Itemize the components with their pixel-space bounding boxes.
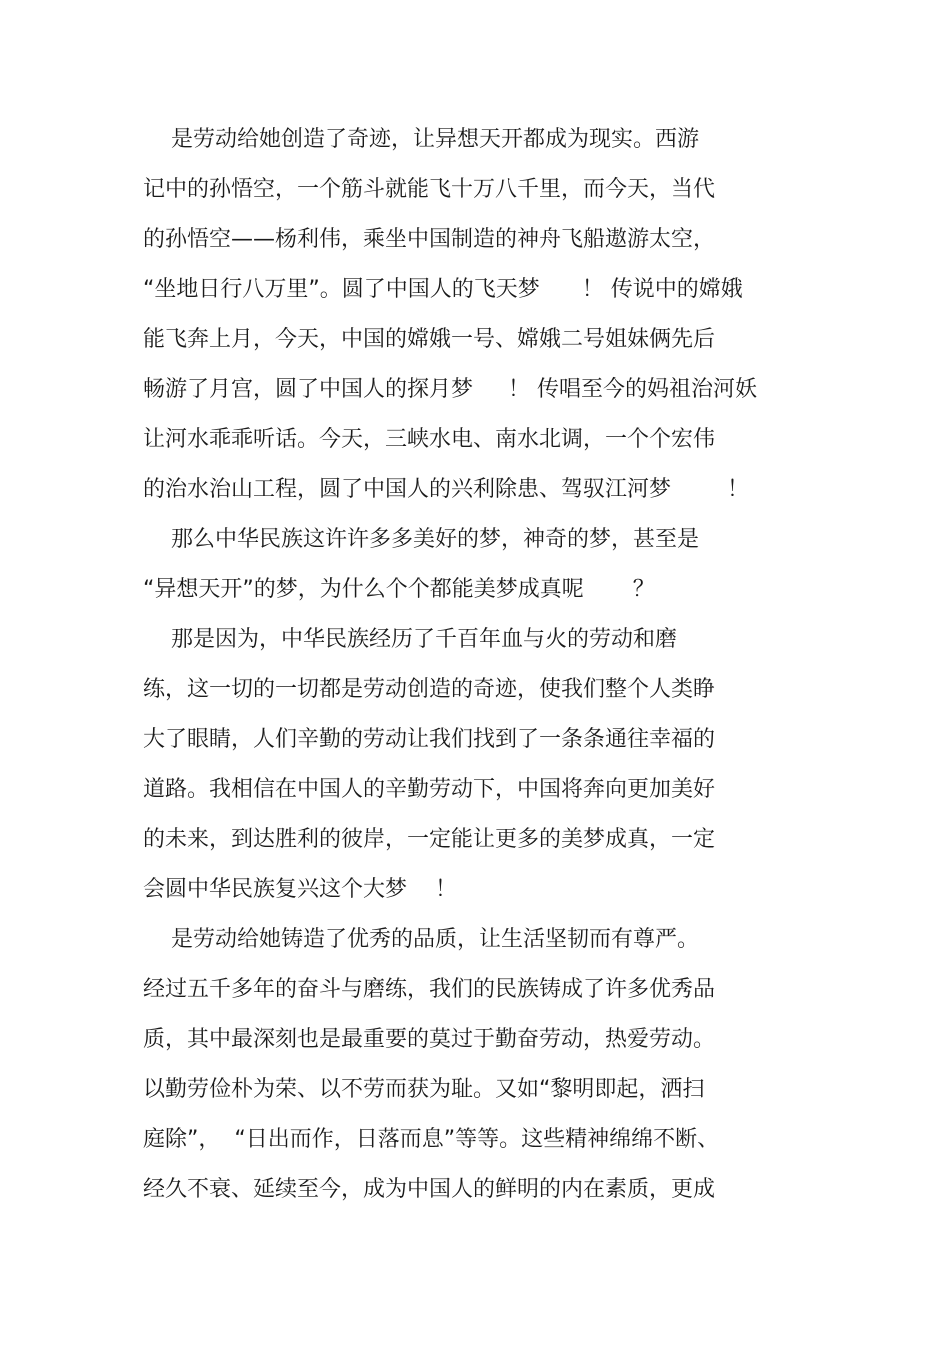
text-line: 是劳动给她创造了奇迹，让异想天开都成为现实。西游 — [143, 127, 699, 152]
text-line: 的孙悟空——杨利伟，乘坐中国制造的神舟飞船遨游太空， — [143, 227, 716, 252]
text-line: 的治水治山工程，圆了中国人的兴利除患、驾驭江河梦 ！ — [143, 477, 749, 502]
text-line: “坐地日行八万里”。圆了中国人的飞天梦 ！ 传说中的嫦娥 — [143, 277, 743, 302]
text-line: 大了眼睛，人们辛勤的劳动让我们找到了一条条通往幸福的 — [143, 727, 716, 752]
text-line: 会圆中华民族复兴这个大梦 ！ — [143, 877, 457, 902]
text-line: 那是因为，中华民族经历了千百年血与火的劳动和磨 — [143, 627, 677, 652]
text-line: 经久不衰、延续至今，成为中国人的鲜明的内在素质，更成 — [143, 1177, 716, 1202]
text-line: 练，这一切的一切都是劳动创造的奇迹，使我们整个人类睁 — [143, 677, 716, 702]
text-line: 畅游了月宫，圆了中国人的探月梦 ！ 传唱至今的妈祖治河妖 — [143, 377, 757, 402]
text-line: 的未来，到达胜利的彼岸，一定能让更多的美梦成真，一定 — [143, 827, 716, 852]
text-line: 质，其中最深刻也是最重要的莫过于勤奋劳动，热爱劳动。 — [143, 1027, 716, 1052]
text-line: 能飞奔上月，今天，中国的嫦娥一号、嫦娥二号姐妹俩先后 — [143, 327, 716, 352]
text-line: 以勤劳俭朴为荣、以不劳而获为耻。又如“黎明即起，洒扫 — [143, 1077, 705, 1102]
text-line: 是劳动给她铸造了优秀的品质，让生活坚韧而有尊严。 — [143, 927, 699, 952]
text-line: 那么中华民族这许许多多美好的梦，神奇的梦，甚至是 — [143, 527, 699, 552]
text-line: 道路。我相信在中国人的辛勤劳动下，中国将奔向更加美好 — [143, 777, 716, 802]
text-line: 庭除”， “日出而作，日落而息”等等。这些精神绵绵不断、 — [143, 1127, 720, 1152]
text-line: 经过五千多年的奋斗与磨练，我们的民族铸成了许多优秀品 — [143, 977, 716, 1002]
text-line: “异想天开”的梦，为什么个个都能美梦成真呢 ？ — [143, 577, 655, 602]
text-line: 让河水乖乖听话。今天，三峡水电、南水北调，一个个宏伟 — [143, 427, 716, 452]
text-line: 记中的孙悟空，一个筋斗就能飞十万八千里，而今天，当代 — [143, 177, 716, 202]
